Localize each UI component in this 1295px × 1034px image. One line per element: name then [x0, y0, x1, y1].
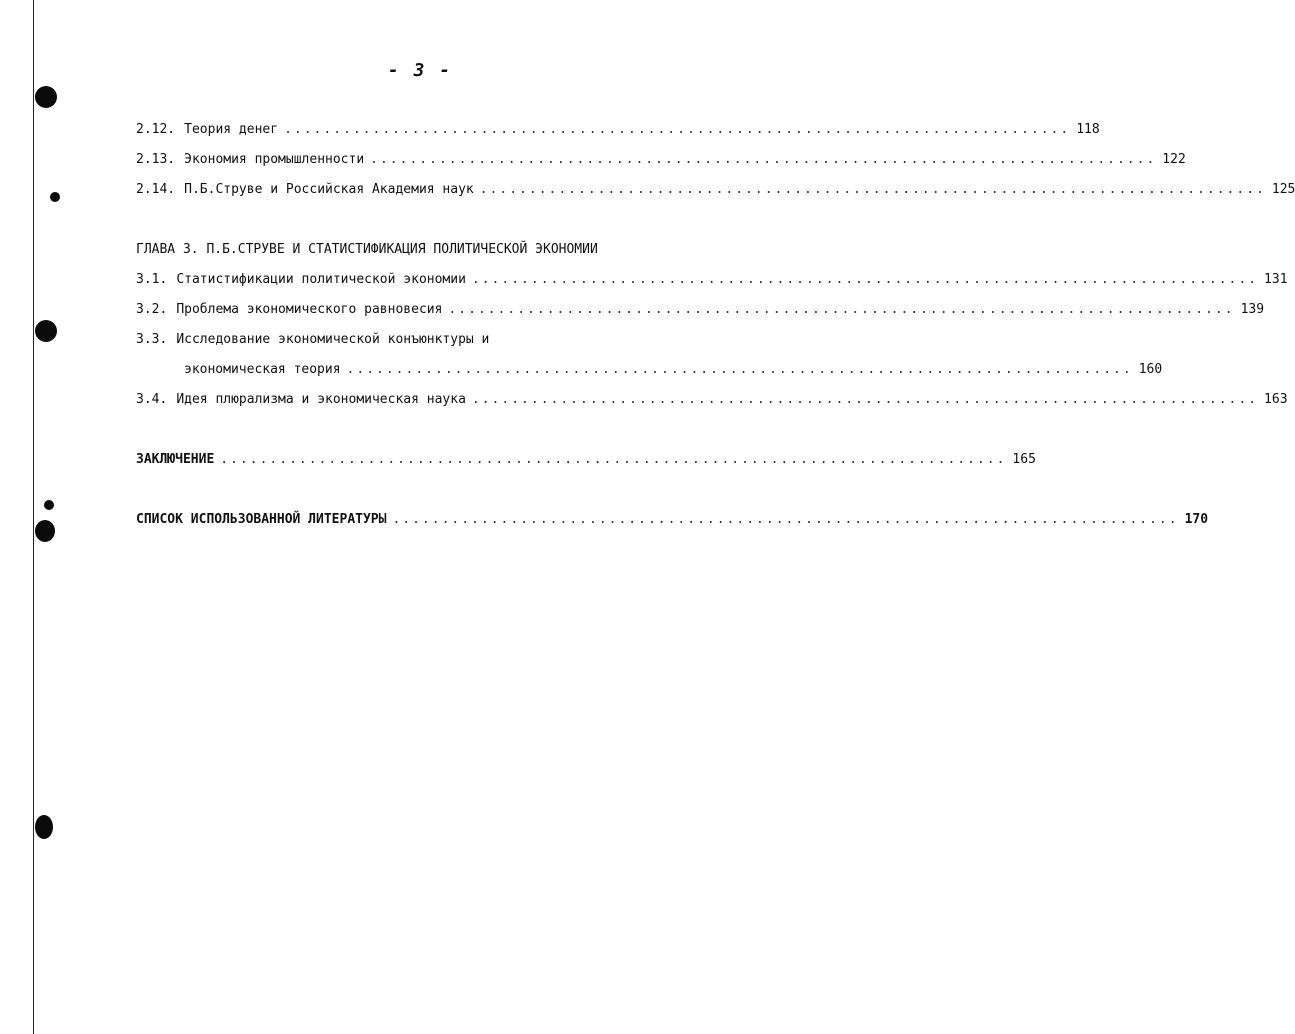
dot-leader: ................................................................................	[448, 302, 1235, 317]
binding-edge-line	[33, 0, 34, 1034]
toc-entry-page: 163	[1264, 392, 1288, 407]
toc-entry-conclusion	[136, 452, 1036, 474]
dot-leader: ................................................................................	[220, 452, 1007, 467]
punch-hole	[35, 520, 55, 542]
chapter-3-heading: ГЛАВА 3. П.Б.СТРУВЕ И СТАТИСТИФИКАЦИЯ ПОЛИТИЧЕСКОЙ ЭКОНОМИИ	[136, 242, 598, 257]
toc-entry-title: Статистификации политической экономии	[176, 272, 466, 287]
toc-entry-title: Идея плюрализма и экономическая наука	[176, 392, 466, 407]
dot-leader: ................................................................................	[346, 362, 1133, 377]
punch-hole	[35, 815, 53, 839]
toc-entry-number: 3.3.	[136, 332, 168, 347]
page-number: - 3 -	[387, 60, 453, 81]
toc-entry-page: 131	[1264, 272, 1288, 287]
toc-entry-number: 2.12.	[136, 122, 176, 137]
toc-entry-page: 160	[1138, 362, 1163, 377]
toc-entry-bibliography	[136, 512, 1209, 534]
punch-hole	[50, 192, 60, 202]
punch-hole	[44, 500, 54, 510]
toc-entry-3-3	[136, 332, 720, 354]
dot-leader: ................................................................................	[370, 152, 1157, 167]
toc-entry-title: Экономия промышленности	[184, 152, 365, 167]
dot-leader: ................................................................................	[471, 272, 1259, 287]
dot-leader: ................................................................................	[284, 122, 1071, 137]
toc-entry-number: 3.1.	[136, 272, 168, 287]
toc-entry-title: ЗАКЛЮЧЕНИЕ	[136, 452, 215, 467]
toc-entry-page: 170	[1184, 512, 1209, 527]
toc-entry-number: 2.13.	[136, 152, 176, 167]
toc-entry-2-12	[136, 122, 1100, 144]
toc-entry-2-14	[136, 182, 1295, 204]
toc-entry-page: 125	[1271, 182, 1295, 197]
toc-entry-number: 3.4.	[136, 392, 168, 407]
toc-entry-title: Теория денег	[184, 122, 279, 137]
toc-entry-3-2	[136, 302, 1265, 324]
toc-entry-title: Проблема экономического равновесия	[176, 302, 443, 317]
toc-entry-page: 165	[1012, 452, 1036, 467]
toc-entry-3-3-continued	[184, 362, 1163, 384]
dot-leader: ................................................................................	[479, 182, 1266, 197]
toc-entry-page: 122	[1162, 152, 1186, 167]
toc-entry-3-1	[136, 272, 1288, 294]
dot-leader: ................................................................................	[392, 512, 1179, 527]
toc-entry-3-4	[136, 392, 1288, 414]
punch-hole	[35, 320, 57, 342]
toc-entry-title: П.Б.Струве и Российская Академия наук	[184, 182, 474, 197]
dot-leader: ................................................................................	[471, 392, 1259, 407]
toc-entry-page: 139	[1240, 302, 1265, 317]
toc-entry-title: Исследование экономической конъюнктуры и	[176, 332, 490, 347]
toc-entry-title: СПИСОК ИСПОЛЬЗОВАННОЙ ЛИТЕРАТУРЫ	[136, 512, 387, 527]
punch-hole	[35, 86, 57, 108]
toc-entry-number: 2.14.	[136, 182, 176, 197]
toc-entry-title: экономическая теория	[184, 362, 341, 377]
toc-entry-page: 118	[1076, 122, 1100, 137]
toc-entry-2-13	[136, 152, 1186, 174]
toc-entry-number: 3.2.	[136, 302, 168, 317]
